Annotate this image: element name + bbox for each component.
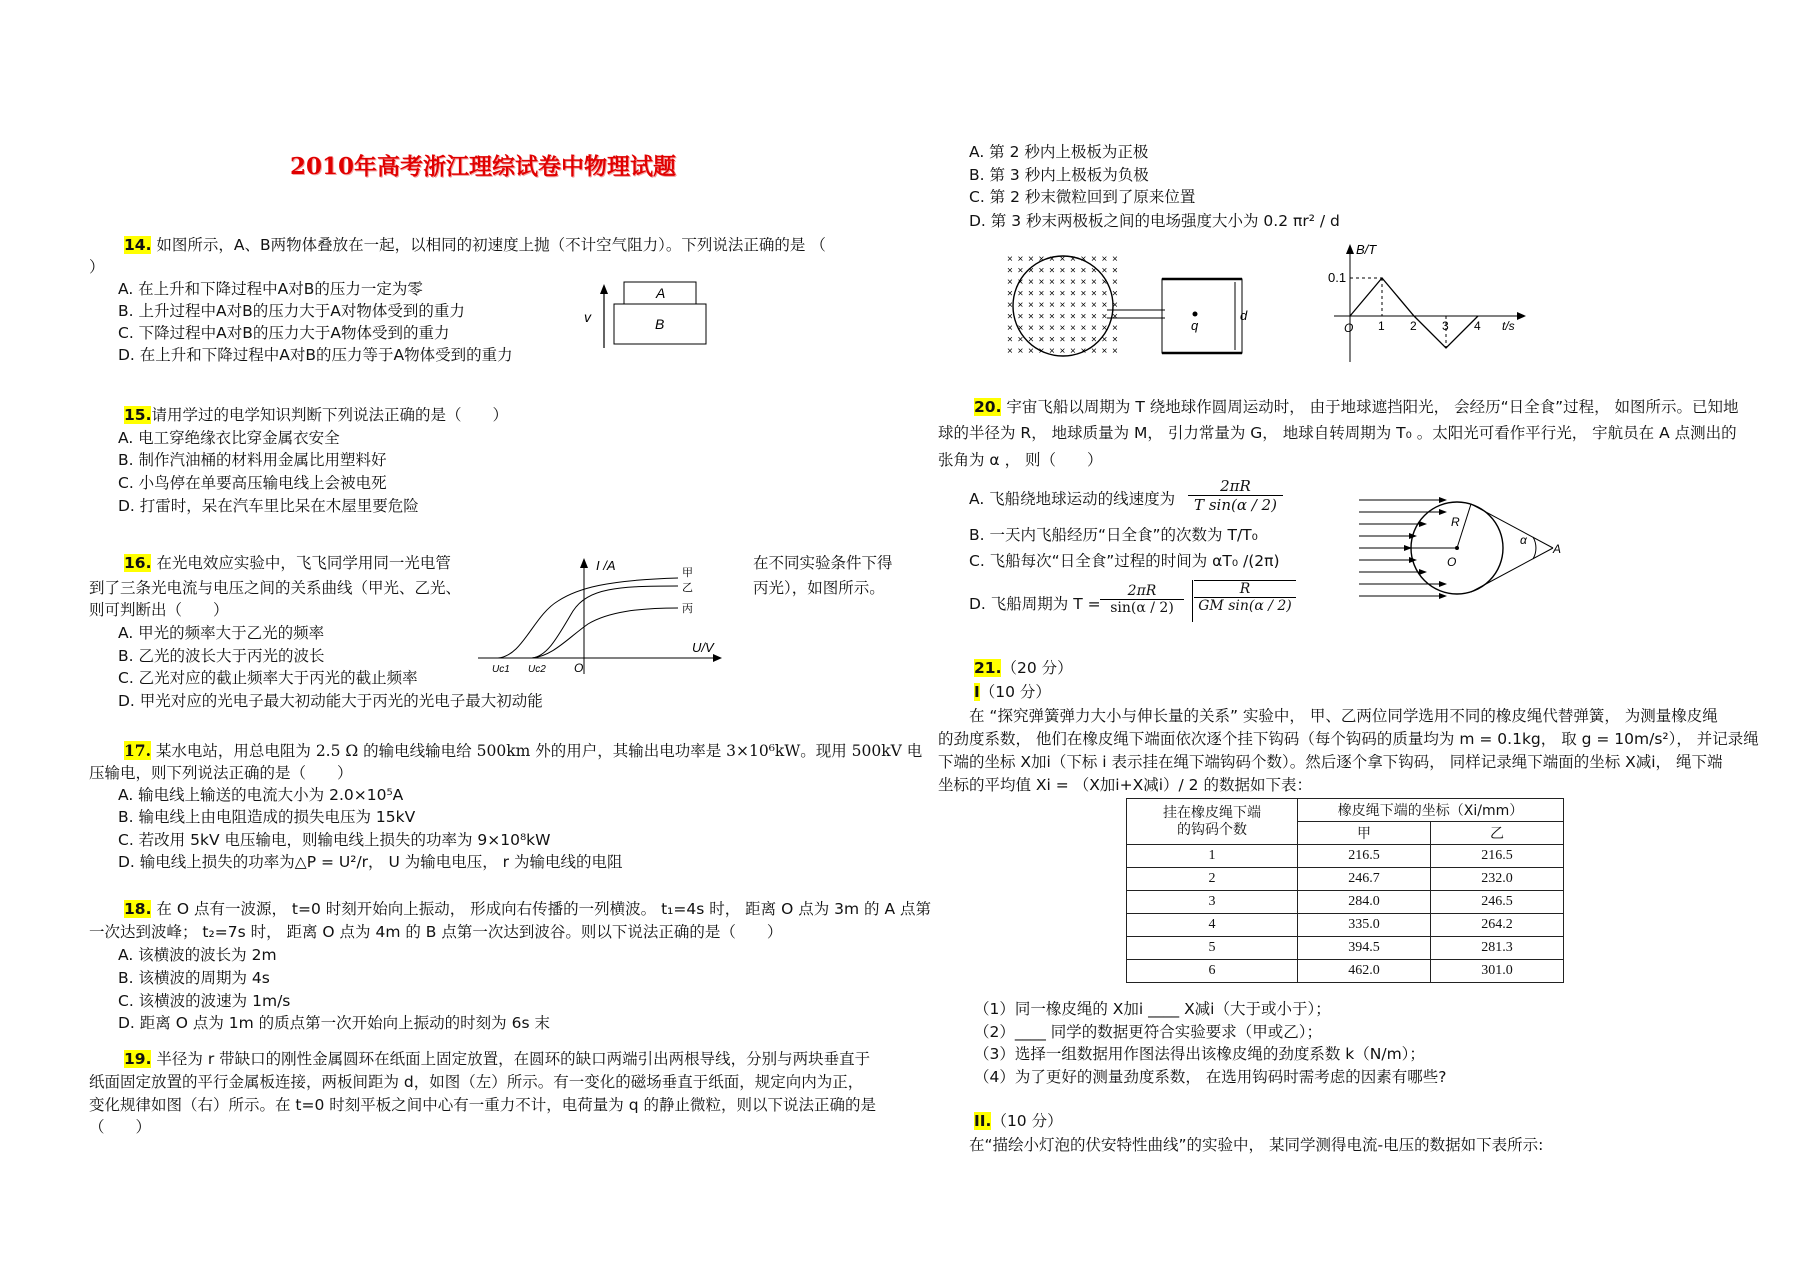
- cell-count: 6: [1127, 960, 1298, 983]
- field-cross: ×: [1049, 346, 1055, 357]
- field-cross: ×: [1038, 334, 1045, 346]
- field-cross: ×: [1070, 334, 1076, 346]
- field-cross: ×: [1028, 254, 1034, 265]
- field-cross: ×: [1080, 265, 1087, 277]
- table-row: [1127, 868, 1564, 891]
- page-title: 2010年高考浙江理综试卷中物理试题: [290, 153, 677, 180]
- q15-number: 15.: [124, 406, 152, 424]
- q15-option-a: A. 电工穿绝缘衣比穿金属衣安全: [118, 429, 340, 447]
- bt-tick-1: 1: [1378, 319, 1385, 333]
- field-cross: ×: [1017, 346, 1024, 357]
- field-cross: ×: [1059, 288, 1066, 300]
- field-cross: ×: [1080, 300, 1087, 311]
- cell-yi: 216.5: [1430, 845, 1563, 868]
- q16-stem-2b: 丙光），如图所示。: [753, 579, 885, 597]
- field-cross: ×: [1038, 323, 1045, 334]
- field-cross: ×: [1049, 311, 1055, 323]
- table-header-row: [1127, 799, 1564, 822]
- field-cross: ×: [1007, 323, 1013, 334]
- spring-data-table: [1126, 798, 1564, 983]
- block-b-label: B: [655, 316, 665, 332]
- field-cross: ×: [1049, 254, 1055, 265]
- cell-count: 1: [1127, 845, 1298, 868]
- q21-text-line1: 在 “探究弹簧弹力大小与伸长量的关系” 实验中， 甲、乙两位同学选用不同的橡皮绳代替弹簧， 为测量橡皮绳: [969, 707, 1718, 725]
- table-row: [1127, 914, 1564, 937]
- q19-stem-line4: （ ）: [89, 1118, 152, 1136]
- field-cross: ×: [1059, 300, 1066, 311]
- field-cross: ×: [1070, 288, 1076, 300]
- table-row: [1127, 845, 1564, 868]
- cell-jia: 246.7: [1298, 868, 1431, 891]
- q20-option-d: D. 飞船周期为 T =: [969, 595, 1101, 613]
- field-cross: ×: [1038, 277, 1045, 288]
- q20-eclipse-figure: [1355, 490, 1565, 610]
- field-cross: ×: [1091, 300, 1097, 311]
- field-cross: ×: [1049, 288, 1055, 300]
- q18-stem: 18. 在 O 点有一波源， t=0 时刻开始向上振动， 形成向右传播的一列横波。 t₁=4s 时， 距离 O 点为 3m 的 A 点第: [124, 900, 931, 918]
- block-a-label: A: [656, 285, 666, 301]
- field-cross: ×: [1112, 254, 1118, 265]
- field-cross: ×: [1101, 334, 1108, 346]
- q14-stem: 14. 如图所示，A、B两物体叠放在一起，以相同的初速度上抛（不计空气阻力）。下列说法正确的是 （: [124, 236, 826, 254]
- field-cross: ×: [1007, 300, 1013, 311]
- q16-option-d: D. 甲光对应的光电子最大初动能大于丙光的光电子最大初动能: [118, 692, 543, 710]
- q16-option-c: C. 乙光对应的截止频率大于丙光的截止频率: [118, 669, 418, 687]
- field-cross: ×: [1017, 254, 1024, 265]
- field-cross: ×: [1080, 323, 1087, 334]
- field-cross: ×: [1017, 334, 1024, 346]
- field-cross: ×: [1059, 265, 1066, 277]
- q20-stem: 20. 宇宙飞船以周期为 T 绕地球作圆周运动时， 由于地球遮挡阳光， 会经历“日全食”过程， 如图所示。已知地: [974, 398, 1739, 416]
- field-cross: ×: [1049, 265, 1055, 277]
- q19-bt-graph: [1330, 240, 1530, 365]
- curve-bing-label: 丙: [682, 603, 693, 615]
- field-cross: ×: [1091, 323, 1097, 334]
- field-cross: ×: [1070, 277, 1076, 288]
- field-cross: ×: [1080, 254, 1087, 265]
- field-cross: ×: [1038, 254, 1045, 265]
- field-cross: ×: [1091, 265, 1097, 277]
- field-cross: ×: [1059, 311, 1066, 323]
- q21-ask-1: （1）同一橡皮绳的 X加i ____ X减i（大于或小于）；: [974, 1000, 1331, 1018]
- bt-y-tick: 0.1: [1328, 270, 1347, 285]
- q15-option-d: D. 打雷时，呆在汽车里比呆在木屋里要危险: [118, 497, 419, 515]
- field-cross: ×: [1038, 300, 1045, 311]
- header-count: 挂在橡皮绳下端 的钩码个数: [1127, 799, 1298, 845]
- field-cross: ×: [1091, 277, 1097, 288]
- q19-option-b: B. 第 3 秒内上极板为负极: [969, 166, 1149, 184]
- field-cross: ×: [1091, 346, 1097, 357]
- cell-count: 5: [1127, 937, 1298, 960]
- field-cross: ×: [1028, 311, 1034, 323]
- q20-stem-line3: 张角为 α ， 则（ ）: [938, 451, 1103, 469]
- field-cross: ×: [1080, 311, 1087, 323]
- field-cross: ×: [1101, 323, 1108, 334]
- field-cross: ×: [1070, 311, 1076, 323]
- q14-number: 14.: [124, 236, 152, 254]
- field-cross: ×: [1017, 323, 1024, 334]
- q20-option-b: B. 一天内飞船经历“日全食”的次数为 T/T₀: [969, 526, 1258, 544]
- cell-jia: 462.0: [1298, 960, 1431, 983]
- charge-label: q: [1191, 318, 1199, 333]
- field-cross: ×: [1091, 334, 1097, 346]
- field-cross: ×: [1070, 346, 1076, 357]
- q17-stem-cont: 压输电，则下列说法正确的是（ ）: [89, 764, 353, 782]
- q21-text-line4: 坐标的平均值 Xi = （X加i+X减i）/ 2 的数据如下表：: [938, 776, 1312, 794]
- field-cross: ×: [1080, 334, 1087, 346]
- field-cross: ×: [1038, 265, 1045, 277]
- field-cross: ×: [1038, 346, 1045, 357]
- q18-option-a: A. 该横波的波长为 2m: [118, 946, 277, 964]
- cell-jia: 335.0: [1298, 914, 1431, 937]
- q14-option-d: D. 在上升和下降过程中A对B的压力等于A物体受到的重力: [118, 346, 513, 364]
- cell-count: 3: [1127, 891, 1298, 914]
- q20-option-c: C. 飞船每次“日全食”过程的时间为 αT₀ /(2π): [969, 552, 1280, 570]
- header-coordinate: 橡皮绳下端的坐标（Xi/mm）: [1298, 799, 1564, 822]
- q19-option-d: D. 第 3 秒末两极板之间的电场强度大小为 0.2 πr² / d: [969, 212, 1340, 230]
- q14-option-c: C. 下降过程中A对B的压力大于A物体受到的重力: [118, 324, 450, 342]
- field-cross: ×: [1049, 323, 1055, 334]
- field-cross: ×: [1101, 277, 1108, 288]
- q19-option-a: A. 第 2 秒内上极板为正极: [969, 143, 1149, 161]
- q19-stem: 19. 半径为 r 带缺口的刚性金属圆环在纸面上固定放置，在圆环的缺口两端引出两根导线，分别与两块垂直于: [124, 1050, 871, 1068]
- q17-option-b: B. 输电线上由电阻造成的损失电压为 15kV: [118, 808, 416, 826]
- field-cross: ×: [1112, 323, 1118, 334]
- distance-label: d: [1240, 308, 1248, 323]
- q16-stem-1b: 在不同实验条件下得: [753, 554, 893, 572]
- field-cross: ×: [1080, 346, 1087, 357]
- point-a-label: A: [1553, 542, 1562, 556]
- field-cross: ×: [1007, 265, 1013, 277]
- q17-option-c: C. 若改用 5kV 电压输电，则输电线上损失的功率为 9×10⁸kW: [118, 831, 551, 849]
- field-cross: ×: [1059, 254, 1066, 265]
- bt-ylabel: B/T: [1356, 242, 1377, 257]
- sqrt-sign: [1184, 580, 1193, 622]
- q19-stem-line3: 变化规律如图（右）所示。在 t=0 时刻平板之间中心有一重力不计，电荷量为 q 的静止微粒，则以下说法正确的是: [89, 1096, 876, 1114]
- q20-option-d-sqrt-fraction: R GM sin(α / 2): [1194, 580, 1296, 614]
- bt-tick-4: 4: [1474, 319, 1481, 333]
- q20-stem-line2: 球的半径为 R， 地球质量为 M， 引力常量为 G， 地球自转周期为 T₀ 。太阳光可看作平行光， 宇航员在 A 点测出的: [938, 424, 1737, 442]
- field-cross: ×: [1028, 323, 1034, 334]
- header-yi: 乙: [1430, 822, 1563, 845]
- field-cross: ×: [1017, 300, 1024, 311]
- q16-stem-1a: 16. 在光电效应实验中，飞飞同学用同一光电管: [124, 554, 451, 572]
- radius-label: R: [1451, 515, 1460, 529]
- field-cross: ×: [1028, 300, 1034, 311]
- field-cross: ×: [1028, 277, 1034, 288]
- q15-option-c: C. 小鸟停在单要高压输电线上会被电死: [118, 474, 387, 492]
- q15-stem: 15.请用学过的电学知识判断下列说法正确的是（ ）: [124, 406, 508, 424]
- q14-figure: [578, 280, 713, 355]
- cell-yi: 264.2: [1430, 914, 1563, 937]
- field-cross: ×: [1091, 288, 1097, 300]
- q19-stem-line2: 纸面固定放置的平行金属板连接，两板间距为 d，如图（左）所示。有一变化的磁场垂直于纸面，规定向内为正，: [89, 1073, 864, 1091]
- q21-ask-4: （4）为了更好的测量劲度系数， 在选用钩码时需考虑的因素有哪些?: [974, 1068, 1447, 1086]
- alpha-label: α: [1520, 533, 1527, 547]
- q18-option-d: D. 距离 O 点为 1m 的质点第一次开始向上振动的时刻为 6s 末: [118, 1014, 550, 1032]
- q21-number: 21.: [974, 659, 1002, 677]
- origin-label: O: [574, 661, 584, 675]
- field-cross: ×: [1070, 300, 1076, 311]
- q21-text-line3: 下端的坐标 X加i（下标 i 表示挂在绳下端钩码个数）。然后逐个拿下钩码， 同样记录绳下端面的坐标 X减i， 绳下端: [938, 753, 1723, 771]
- field-cross: ×: [1112, 277, 1118, 288]
- field-cross: ×: [1059, 277, 1066, 288]
- field-cross: ×: [1112, 334, 1118, 346]
- field-cross: ×: [1091, 254, 1097, 265]
- cell-count: 2: [1127, 868, 1298, 891]
- center-label: O: [1447, 555, 1457, 569]
- cell-yi: 301.0: [1430, 960, 1563, 983]
- field-cross: ×: [1028, 334, 1034, 346]
- q20-option-d-fraction: 2πR sin(α / 2): [1100, 583, 1184, 616]
- q16-stem-2a: 到了三条光电流与电压之间的关系曲线（甲光、乙光、: [89, 579, 462, 597]
- q20-option-a-fraction: 2πR T sin(α / 2): [1188, 477, 1283, 514]
- field-cross: ×: [1101, 346, 1108, 357]
- field-cross: ×: [1049, 334, 1055, 346]
- cell-jia: 284.0: [1298, 891, 1431, 914]
- q16-option-a: A. 甲光的频率大于乙光的频率: [118, 624, 325, 642]
- cell-yi: 246.5: [1430, 891, 1563, 914]
- curve-jia-label: 甲: [682, 567, 693, 579]
- field-cross: ×: [1101, 311, 1108, 323]
- field-cross: ×: [1070, 254, 1076, 265]
- q17-stem: 17. 某水电站，用总电阻为 2.5 Ω 的输电线输电给 500km 外的用户，其输出电功率是 3×10⁶kW。现用 500kV 电: [124, 741, 923, 760]
- field-cross: ×: [1017, 311, 1024, 323]
- q20-number: 20.: [974, 398, 1002, 416]
- table-row: [1127, 891, 1564, 914]
- q20-option-a: A. 飞船绕地球运动的线速度为: [969, 490, 1176, 508]
- field-cross: ×: [1028, 288, 1034, 300]
- velocity-label: v: [584, 309, 591, 325]
- cell-yi: 232.0: [1430, 868, 1563, 891]
- field-cross: ×: [1101, 254, 1108, 265]
- field-cross: ×: [1112, 288, 1118, 300]
- field-cross: ×: [1007, 288, 1013, 300]
- q21-part2-text: 在“描绘小灯泡的伏安特性曲线”的实验中， 某同学测得电流-电压的数据如下表所示:: [969, 1136, 1544, 1154]
- field-cross: ×: [1059, 323, 1066, 334]
- field-cross: ×: [1101, 300, 1108, 311]
- bt-tick-2: 2: [1410, 319, 1417, 333]
- table-row: [1127, 960, 1564, 983]
- field-cross: ×: [1112, 346, 1118, 357]
- field-cross: ×: [1017, 277, 1024, 288]
- q19-number: 19.: [124, 1050, 152, 1068]
- q16-option-b: B. 乙光的波长大于丙光的波长: [118, 647, 325, 665]
- q18-stem-cont: 一次达到波峰； t₂=7s 时， 距离 O 点为 4m 的 B 点第一次达到波谷。则以下说法正确的是（ ）: [89, 923, 783, 941]
- field-cross: ×: [1070, 323, 1076, 334]
- field-cross: ×: [1007, 334, 1013, 346]
- q21-ask-2: （2）____ 同学的数据更符合实验要求（甲或乙）；: [974, 1023, 1323, 1041]
- header-jia: 甲: [1298, 822, 1431, 845]
- field-cross: ×: [1112, 265, 1118, 277]
- q19-option-c: C. 第 2 秒末微粒回到了原来位置: [969, 188, 1196, 206]
- field-cross: ×: [1017, 288, 1024, 300]
- q18-option-c: C. 该横波的波速为 1m/s: [118, 992, 291, 1010]
- field-cross: ×: [1080, 277, 1087, 288]
- field-cross: ×: [1038, 311, 1045, 323]
- field-cross: ×: [1007, 311, 1013, 323]
- magnetic-field-crosses: [1007, 254, 1118, 357]
- field-cross: ×: [1101, 288, 1108, 300]
- q14-stem-cont: ）: [89, 258, 105, 276]
- curve-yi-label: 乙: [682, 582, 693, 594]
- q17-option-a: A. 输电线上输送的电流大小为 2.0×10⁵A: [118, 786, 404, 804]
- q14-option-b: B. 上升过程中A对B的压力大于A对物体受到的重力: [118, 302, 465, 320]
- field-cross: ×: [1070, 265, 1076, 277]
- cell-yi: 281.3: [1430, 937, 1563, 960]
- cell-count: 4: [1127, 914, 1298, 937]
- q14-option-a: A. 在上升和下降过程中A对B的压力一定为零: [118, 280, 423, 298]
- field-cross: ×: [1080, 288, 1087, 300]
- q18-option-b: B. 该横波的周期为 4s: [118, 969, 270, 987]
- field-cross: ×: [1028, 265, 1034, 277]
- uc2-label: Uc2: [528, 664, 546, 675]
- cell-jia: 216.5: [1298, 845, 1431, 868]
- q18-number: 18.: [124, 900, 152, 918]
- graph-ylabel: I /A: [596, 558, 616, 573]
- field-cross: ×: [1112, 311, 1118, 323]
- q21-part1-heading: I（10 分）: [974, 683, 1051, 701]
- field-cross: ×: [1007, 277, 1013, 288]
- graph-xlabel: U/V: [692, 640, 714, 655]
- q19-ring-capacitor-figure: [1005, 252, 1255, 357]
- q15-option-b: B. 制作汽油桶的材料用金属比用塑料好: [118, 451, 387, 469]
- q16-stem-3: 则可判断出（ ）: [89, 601, 229, 619]
- bt-origin: O: [1344, 321, 1354, 335]
- q16-iv-graph: [478, 556, 723, 678]
- field-cross: ×: [1017, 265, 1024, 277]
- q21-ask-3: （3）选择一组数据用作图法得出该橡皮绳的劲度系数 k（N/m）；: [974, 1045, 1425, 1063]
- cell-jia: 394.5: [1298, 937, 1431, 960]
- q21-text-line2: 的劲度系数， 他们在橡皮绳下端面依次逐个挂下钩码（每个钩码的质量均为 m = 0.1kg， 取 g = 10m/s²）， 并记录绳: [938, 730, 1759, 748]
- field-cross: ×: [1091, 311, 1097, 323]
- uc1-label: Uc1: [492, 664, 510, 675]
- field-cross: ×: [1101, 265, 1108, 277]
- q17-number: 17.: [124, 741, 151, 760]
- field-cross: ×: [1049, 300, 1055, 311]
- q21-part2-heading: II.（10 分）: [974, 1112, 1063, 1130]
- field-cross: ×: [1112, 300, 1118, 311]
- field-cross: ×: [1059, 334, 1066, 346]
- field-cross: ×: [1049, 277, 1055, 288]
- field-cross: ×: [1038, 288, 1045, 300]
- table-row: [1127, 937, 1564, 960]
- field-cross: ×: [1007, 254, 1013, 265]
- q21-heading: 21.（20 分）: [974, 659, 1073, 677]
- field-cross: ×: [1059, 346, 1066, 357]
- field-cross: ×: [1028, 346, 1034, 357]
- field-cross: ×: [1007, 346, 1013, 357]
- q17-option-d: D. 输电线上损失的功率为△P = U²/r， U 为输电电压， r 为输电线的电阻: [118, 853, 623, 871]
- bt-xlabel: t/s: [1502, 319, 1515, 333]
- q16-number: 16.: [124, 554, 152, 572]
- bt-tick-3: 3: [1442, 319, 1449, 333]
